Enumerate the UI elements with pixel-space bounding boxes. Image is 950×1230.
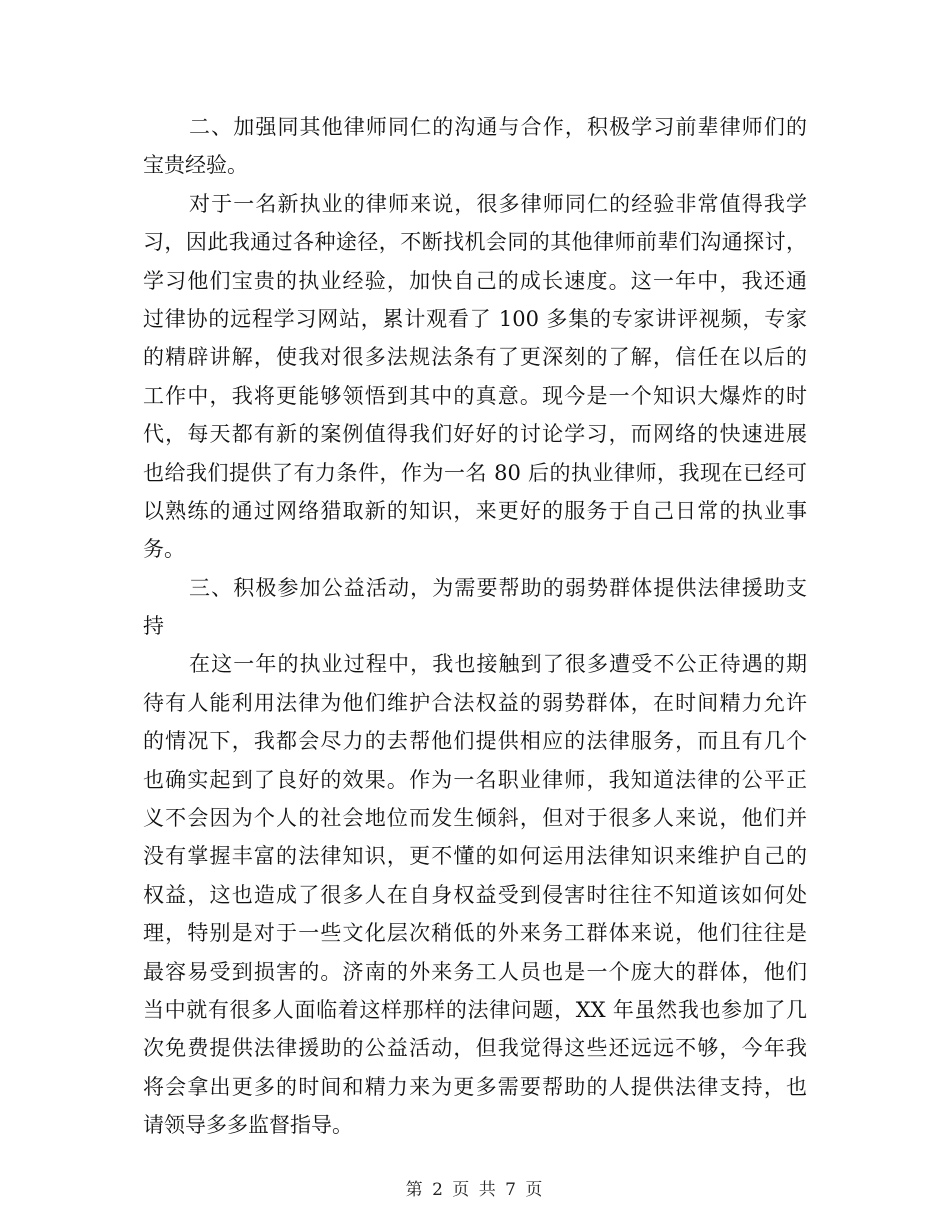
text-line: 权益，这也造成了很多人在自身权益受到侵害时往往不知道该如何处 [143, 882, 807, 907]
text-line: 也确实起到了良好的效果。作为一名职业律师，我知道法律的公平正 [143, 767, 807, 792]
text-line: 代，每天都有新的案例值得我们好好的讨论学习，而网络的快速进展 [143, 422, 807, 447]
text-line: 在这一年的执业过程中，我也接触到了很多遭受不公正待遇的期 [189, 652, 807, 677]
text-line: 学习他们宝贵的执业经验，加快自己的成长速度。这一年中，我还通 [143, 268, 807, 293]
text-line: 当中就有很多人面临着这样那样的法律问题，XX 年虽然我也参加了几 [143, 997, 807, 1022]
text-line: 的精辟讲解，使我对很多法规法条有了更深刻的了解，信任在以后的 [143, 345, 807, 370]
section-heading-3 [143, 569, 807, 646]
body-paragraph [143, 645, 807, 1144]
text-line: 工作中，我将更能够领悟到其中的真意。现今是一个知识大爆炸的时 [143, 383, 807, 408]
text-line: 过律协的远程学习网站，累计观看了 100 多集的专家讲评视频，专家 [143, 306, 807, 331]
text-line: 最容易受到损害的。济南的外来务工人员也是一个庞大的群体，他们 [143, 959, 807, 984]
text-line: 次免费提供法律援助的公益活动，但我觉得这些还远远不够，今年我 [143, 1036, 807, 1061]
text-line: 三、积极参加公益活动，为需要帮助的弱势群体提供法律援助支 [189, 575, 807, 600]
text-line: 宝贵经验。 [143, 153, 248, 178]
text-line: 务。 [143, 537, 185, 562]
text-line: 请领导多多监督指导。 [143, 1113, 353, 1138]
text-line: 对于一名新执业的律师来说，很多律师同仁的经验非常值得我学 [189, 191, 807, 216]
text-line: 习，因此我通过各种途径，不断找机会同的其他律师前辈们沟通探讨， [143, 230, 807, 255]
body-paragraph [143, 185, 807, 569]
text-line: 也给我们提供了有力条件，作为一名 80 后的执业律师，我现在已经可 [143, 460, 807, 485]
text-line: 以熟练的通过网络猎取新的知识，来更好的服务于自己日常的执业事 [143, 498, 807, 523]
text-line: 理，特别是对于一些文化层次稍低的外来务工群体来说，他们往往是 [143, 921, 807, 946]
document-body [143, 108, 807, 1145]
text-line: 持 [143, 614, 164, 639]
section-heading-2 [143, 108, 807, 185]
page-number-footer: 第 2 页 共 7 页 [405, 1180, 545, 1200]
text-line: 的情况下，我都会尽力的去帮他们提供相应的法律服务，而且有几个 [143, 729, 807, 754]
text-line: 待有人能利用法律为他们维护合法权益的弱势群体，在时间精力允许 [143, 690, 807, 715]
text-line: 二、加强同其他律师同仁的沟通与合作，积极学习前辈律师们的 [189, 115, 807, 139]
text-line: 没有掌握丰富的法律知识，更不懂的如何运用法律知识来维护自己的 [143, 844, 807, 869]
text-line: 义不会因为个人的社会地位而发生倾斜，但对于很多人来说，他们并 [143, 806, 807, 831]
text-line: 将会拿出更多的时间和精力来为更多需要帮助的人提供法律支持，也 [143, 1074, 807, 1099]
